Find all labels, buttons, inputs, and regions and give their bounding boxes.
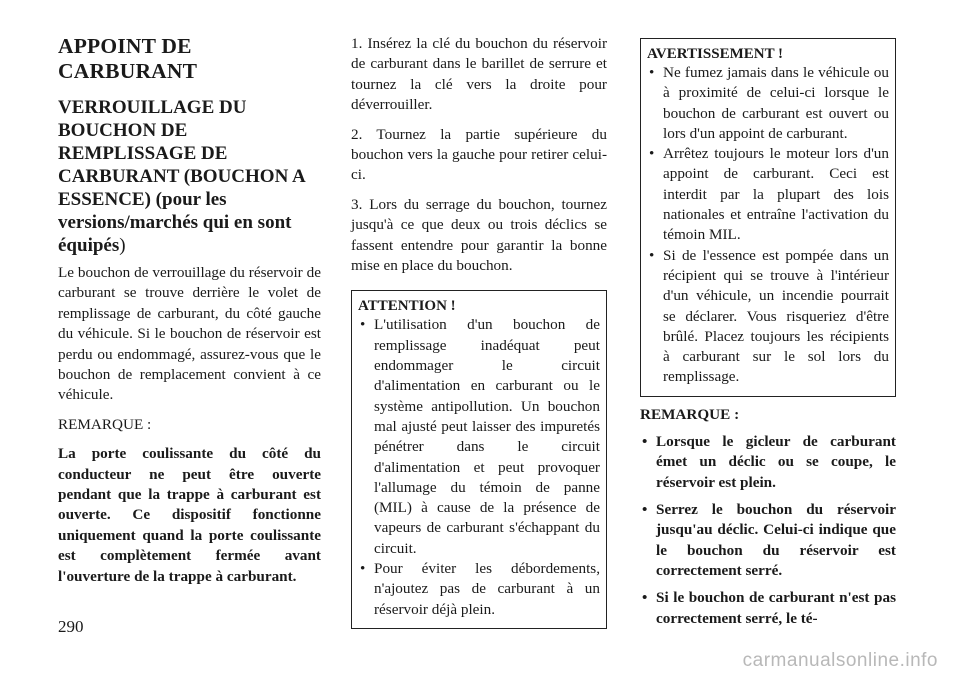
intro-paragraph: Le bouchon de verrouillage du réservoir de carburant se trouve derrière le volet de remplissage de carburant, du côté gauche du véhicule. Si le bouchon de réservoir est perdu ou endommagé, assurez-vous que le bouchon de remplacement convient à ce véhicule. — [58, 264, 321, 404]
step-2: 2. Tournez la partie supérieure du bouchon vers la gauche pour retirer celui-ci. — [351, 125, 607, 184]
warning-item: • Ne fumez jamais dans le véhicule ou à proximité de celui-ci lorsque le bouchon de carburant est ouvert ou lors d'un appoint de carburant. — [649, 64, 889, 142]
remark-item: • Serrez le bouchon du réservoir jusqu'au déclic. Celui-ci indique que le bouchon du réservoir est correctement serré. — [642, 501, 896, 579]
section-heading: VERROUILLAGE DU BOUCHON DE REMPLISSAGE DE CARBURANT (BOUCHON A ESSENCE) (pour les versions/marchés qui en sont équipés) — [58, 97, 305, 256]
bullet-icon: • — [642, 501, 648, 519]
caution-list — [358, 315, 600, 619]
bullet-icon: • — [360, 316, 366, 334]
warning-title: AVERTISSEMENT ! — [647, 46, 784, 62]
heading-qualifier: pour les versions/marchés qui en sont équipés — [58, 189, 292, 256]
caution-item: • L'utilisation d'un bouchon de remplissage inadéquat peut endommager le circuit d'alimentation en carburant ou le système antipollution. Un bouchon mal ajusté peut laisser des impuretés pénétrer dans le circuit d'alimentation et peut provoquer l'allumage du témoin de panne (MIL) à cause de la présence de vapeurs de carburant s'échappant du circuit. — [360, 316, 600, 557]
warning-box — [640, 38, 896, 397]
bullet-icon: • — [649, 145, 655, 163]
bullet-icon: • — [642, 433, 648, 451]
warning-list — [647, 63, 889, 388]
page-title: APPOINT DE CARBURANT — [58, 34, 198, 83]
warning-item: • Si de l'essence est pompée dans un récipient qui se trouve à l'intérieur d'un véhicule, un incendie pourrait se déclarer. Vous risqueriez d'être brûlé. Placez toujours les récipients à carburant sur le sol lors du remplissage. — [649, 246, 889, 386]
bullet-icon: • — [649, 246, 655, 264]
remarks-list — [640, 432, 896, 629]
remark-item: • Lorsque le gicleur de carburant émet un déclic ou se coupe, le réservoir est plein. — [642, 433, 896, 491]
warning-item: • Arrêtez toujours le moteur lors d'un appoint de carburant. Ceci est interdit par la plupart des lois nationales et entraîne l'activation du témoin MIL. — [649, 145, 889, 244]
step-3: 3. Lors du serrage du bouchon, tournez jusqu'à ce que deux ou trois déclics se fassent entendre pour garantir la bonne mise en place du bouchon. — [351, 195, 607, 275]
remark-item: • Si le bouchon de carburant n'est pas correctement serré, le té- — [642, 589, 896, 627]
bullet-icon: • — [360, 560, 366, 578]
caution-title: ATTENTION ! — [358, 298, 456, 315]
remarks-label: REMARQUE : — [640, 405, 740, 423]
column-middle — [351, 34, 607, 629]
note-label: REMARQUE : — [58, 415, 152, 433]
bullet-icon: • — [649, 64, 655, 81]
column-right — [640, 34, 896, 629]
caution-item: • Pour éviter les débordements, n'ajoutez pas de carburant à un réservoir déjà plein. — [360, 560, 600, 618]
watermark: carmanualsonline.info — [742, 650, 938, 671]
note-text: La porte coulissante du côté du conducteur ne peut être ouverte pendant que la trappe à carburant est ouverte. Ce dispositif fonctionne uniquement quand la porte coulissante est complètement fermée avant l'ouverture de la trappe à carburant. — [58, 445, 321, 585]
bullet-icon: • — [642, 589, 648, 607]
caution-box — [351, 290, 607, 628]
column-left — [58, 34, 321, 587]
step-1: 1. Insérez la clé du bouchon du réservoir de carburant dans le barillet de serrure et tournez la clé vers la droite pour déverrouiller. — [351, 35, 607, 114]
page-number: 290 — [58, 617, 84, 636]
